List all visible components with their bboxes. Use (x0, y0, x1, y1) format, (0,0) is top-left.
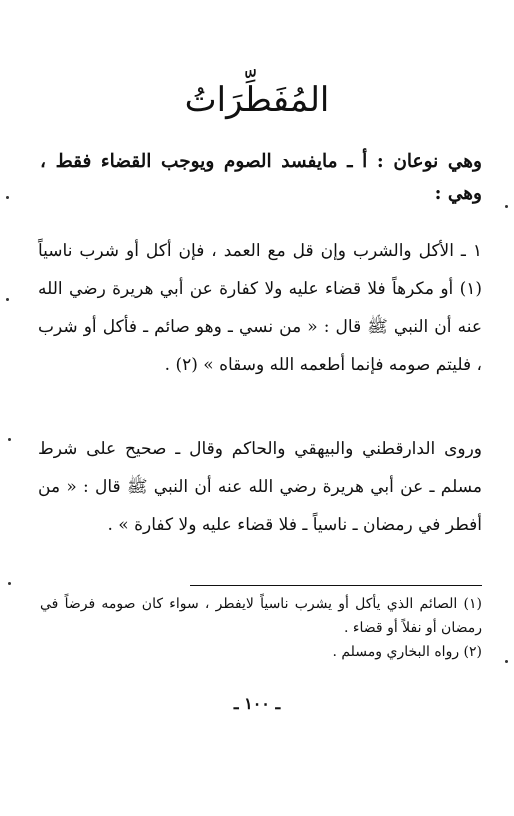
paragraph-daraqutni-narration: وروى الدارقطني والبيهقي والحاكم وقال ـ صحيح على شرط مسلم ـ عن أبي هريرة رضي الله عنه أن النبي ﷺ قال : « من أفطر في رمضان ـ ناسياً ـ فلا قضاء عليه ولا كفارة » . (38, 439, 482, 535)
footnote-divider (190, 585, 482, 586)
page-number: ـ ١٠٠ ـ (233, 694, 281, 713)
scan-speck (8, 438, 11, 441)
scan-speck (505, 205, 508, 208)
scan-speck (6, 196, 9, 199)
scan-speck (6, 298, 9, 301)
section-intro: وهي نوعان : أ ـ مايفسد الصوم ويوجب القضاء فقط ، وهي : (40, 151, 482, 204)
footnote-1: (١) الصائم الذي يأكل أو يشرب ناسياً لايفطر ، سواء كان صومه فرضاً في رمضان أو نفلاً أو قضاء . (40, 596, 482, 636)
footnotes (40, 592, 482, 664)
scan-speck (505, 660, 508, 663)
chapter-title: المُفَطِّرَاتُ (184, 80, 330, 120)
scan-speck (8, 582, 11, 585)
paragraph-eating-drinking: ١ ـ الأكل والشرب وإن قل مع العمد ، فإن أكل أو شرب ناسياً (١) أو مكرهاً فلا قضاء عليه ولا كفارة عن أبي هريرة رضي الله عنه أن النبي ﷺ قال : « من نسي ـ وهو صائم ـ فأكل أو شرب ، فليتم صومه فإنما أطعمه الله وسقاه » (٢) . (38, 241, 482, 375)
footnote-2: (٢) رواه البخاري ومسلم . (332, 644, 482, 660)
